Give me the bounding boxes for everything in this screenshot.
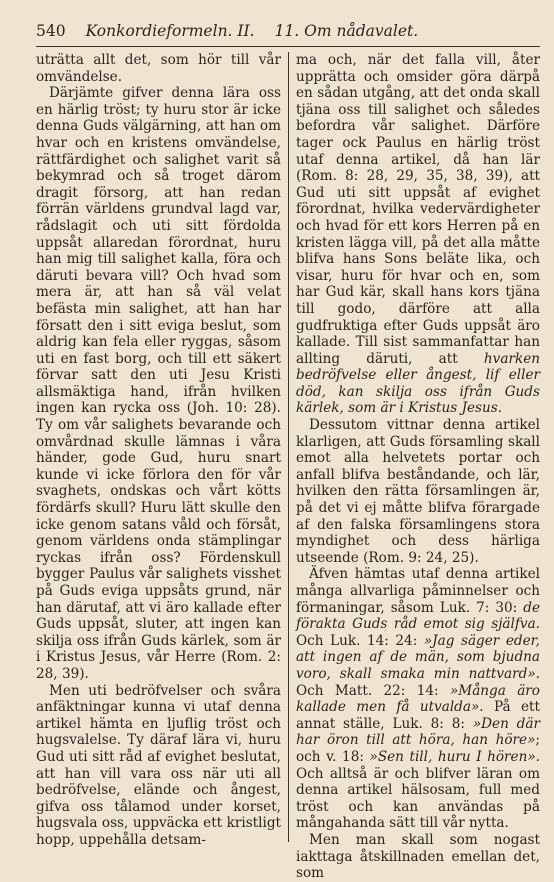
paragraph-text: På ett annat ställe, Luk. 8: 8: [296,699,540,732]
paragraph-text: Men man skall som nogast iakttaga åtskillnaden emellan det, som [296,831,540,882]
paragraph [296,566,540,832]
paragraph-text: Och Luk. 14: 24: [296,632,424,649]
paragraph [36,683,281,849]
paragraph-text: Dessutom vittnar denna artikel klarligen, att Guds församling skall emot alla helvetets portar och anfall blifva beståndande, och lär, hvilken den rätta församlingen är, på det vi ej måtte blifva förargade af den falska församlingens stora myndighet och dess härliga utseende (Rom. 9: 24, 25). [296,417,540,566]
left-column [36,52,288,848]
paragraph-text: ; och v. 18: [296,732,540,765]
paragraph [296,417,540,566]
paragraph [36,85,281,682]
italic-text: de förakta Guds råd emot sig själfva. [296,599,540,633]
paragraph-text: Därjämte gifver denna lära oss en härlig tröst; ty huru stor är icke denna Guds välgärning, att han om hvar och en kristens omvändelse, rättfärdighet och salighet varit så bekymrad och så troget därom dragit försorg, att han redan förrän världens grundval lagd var, rådslagit och uti sitt fördolda uppsåt allaredan förordnat, huru han mig till salighet kalla, föra och däruti bevara vill? Och hvad som mera är, att han så väl velat befästa min salighet, att han har försatt den i sitt eviga beslut, som aldrig kan fela eller ryggas, såsom uti en fast borg, och till ett säkert förvar satt den uti Jesu Kristi allsmäktiga hand, ifrån hvilken ingen kan rycka oss (Joh. 10: 28). Ty om vår salighets bevarande och omvårdnad skulle lämnas i våra händer, gode Gud, huru snart kunde vi icke förlora den för vår svaghets, ondskas och vårt kötts fördärfs skull? Huru lätt skulle den icke genom satans våld och försåt, genom världens onda stämplingar ryckas ifrån oss? Fördenskull bygger Paulus vår salighets visshet på Guds eviga uppsåts grund, när han därutaf, att vi äro kallade efter Guds uppsåt, sluter, att ingen kan skilja oss ifrån Guds kärlek, som är i Kristus Jesus, vår Herre (Rom. 2: 28, 39). [36,85,281,682]
section-title: 11. Om nådavalet. [274,22,419,40]
italic-text: »Den där har öron till att höra, han höre» [296,715,540,749]
paragraph-text: Och alltså är och blifver läran om denna artikel hälsosam, full med tröst och kan användas på mångahanda sätt till vår nytta. [296,765,540,832]
paragraph-text: Äfven hämtas utaf denna artikel många allvarliga påminnelser och förmaningar, såsom Luk. 7: 30: [296,566,540,616]
italic-text: »Jag säger eder, att ingen af de män, som bjudna voro, skall smaka min nattvard». [296,632,540,682]
paragraph-text: uträtta allt det, som hör till vår omvändelse. [36,52,281,85]
italic-text: »Många äro kallade men få utvalda». [296,682,540,716]
paragraph-text: Men uti bedröfvelser och svåra anfäktningar kunna vi utaf denna artikel hämta en ljuflig tröst och hugsvalelse. Ty däraf lära vi, huru Gud uti sitt råd af evighet beslutat, att han vill vara oss när uti all bedröfvelse, elände och ångest, gifva oss tålamod under korset, hugsvala oss, uppväcka ett kristligt hopp, uppehålla detsam- [36,682,281,848]
paragraph [36,52,281,85]
book-title: Konkordieformeln. II. [85,22,255,40]
right-column [288,52,540,882]
paragraph-text: ma och, när det falla vill, åter upprätta och omsider göra därpå en sådan utgång, att det onda skall tjäna oss till salighet och således befordra vår salighet. Därföre tager ock Paulus en härlig tröst utaf denna artikel, då han lär (Rom. 8: 28, 29, 35, 38, 39), att Gud uti sitt uppsåt af evighet förordnat, hvilka vedervärdigheter och hvad för ett kors Herren på en kristen lägga vill, på det alla måtte blifva hans Sons beläte lika, och visar, huru för hvar och en, som har Gud kär, skall hans kors tjäna till godo, därföre att alla gudfruktiga efter Guds uppsåt äro kallade. Till sist sammanfattar han allting däruti, att [296,52,540,367]
paragraph [296,52,540,417]
italic-text: hvarken bedröfvelse eller ångest, lif eller död, kan skilja oss ifrån Guds kärlek, som är i Kristus Jesus. [296,350,540,417]
text-columns [36,52,540,882]
paragraph-text: Och Matt. 22: 14: [296,682,450,699]
page-number: 540 [36,22,66,40]
running-header [36,22,540,47]
paragraph [296,832,540,882]
italic-text: »Sen till, huru I hören». [369,748,540,765]
